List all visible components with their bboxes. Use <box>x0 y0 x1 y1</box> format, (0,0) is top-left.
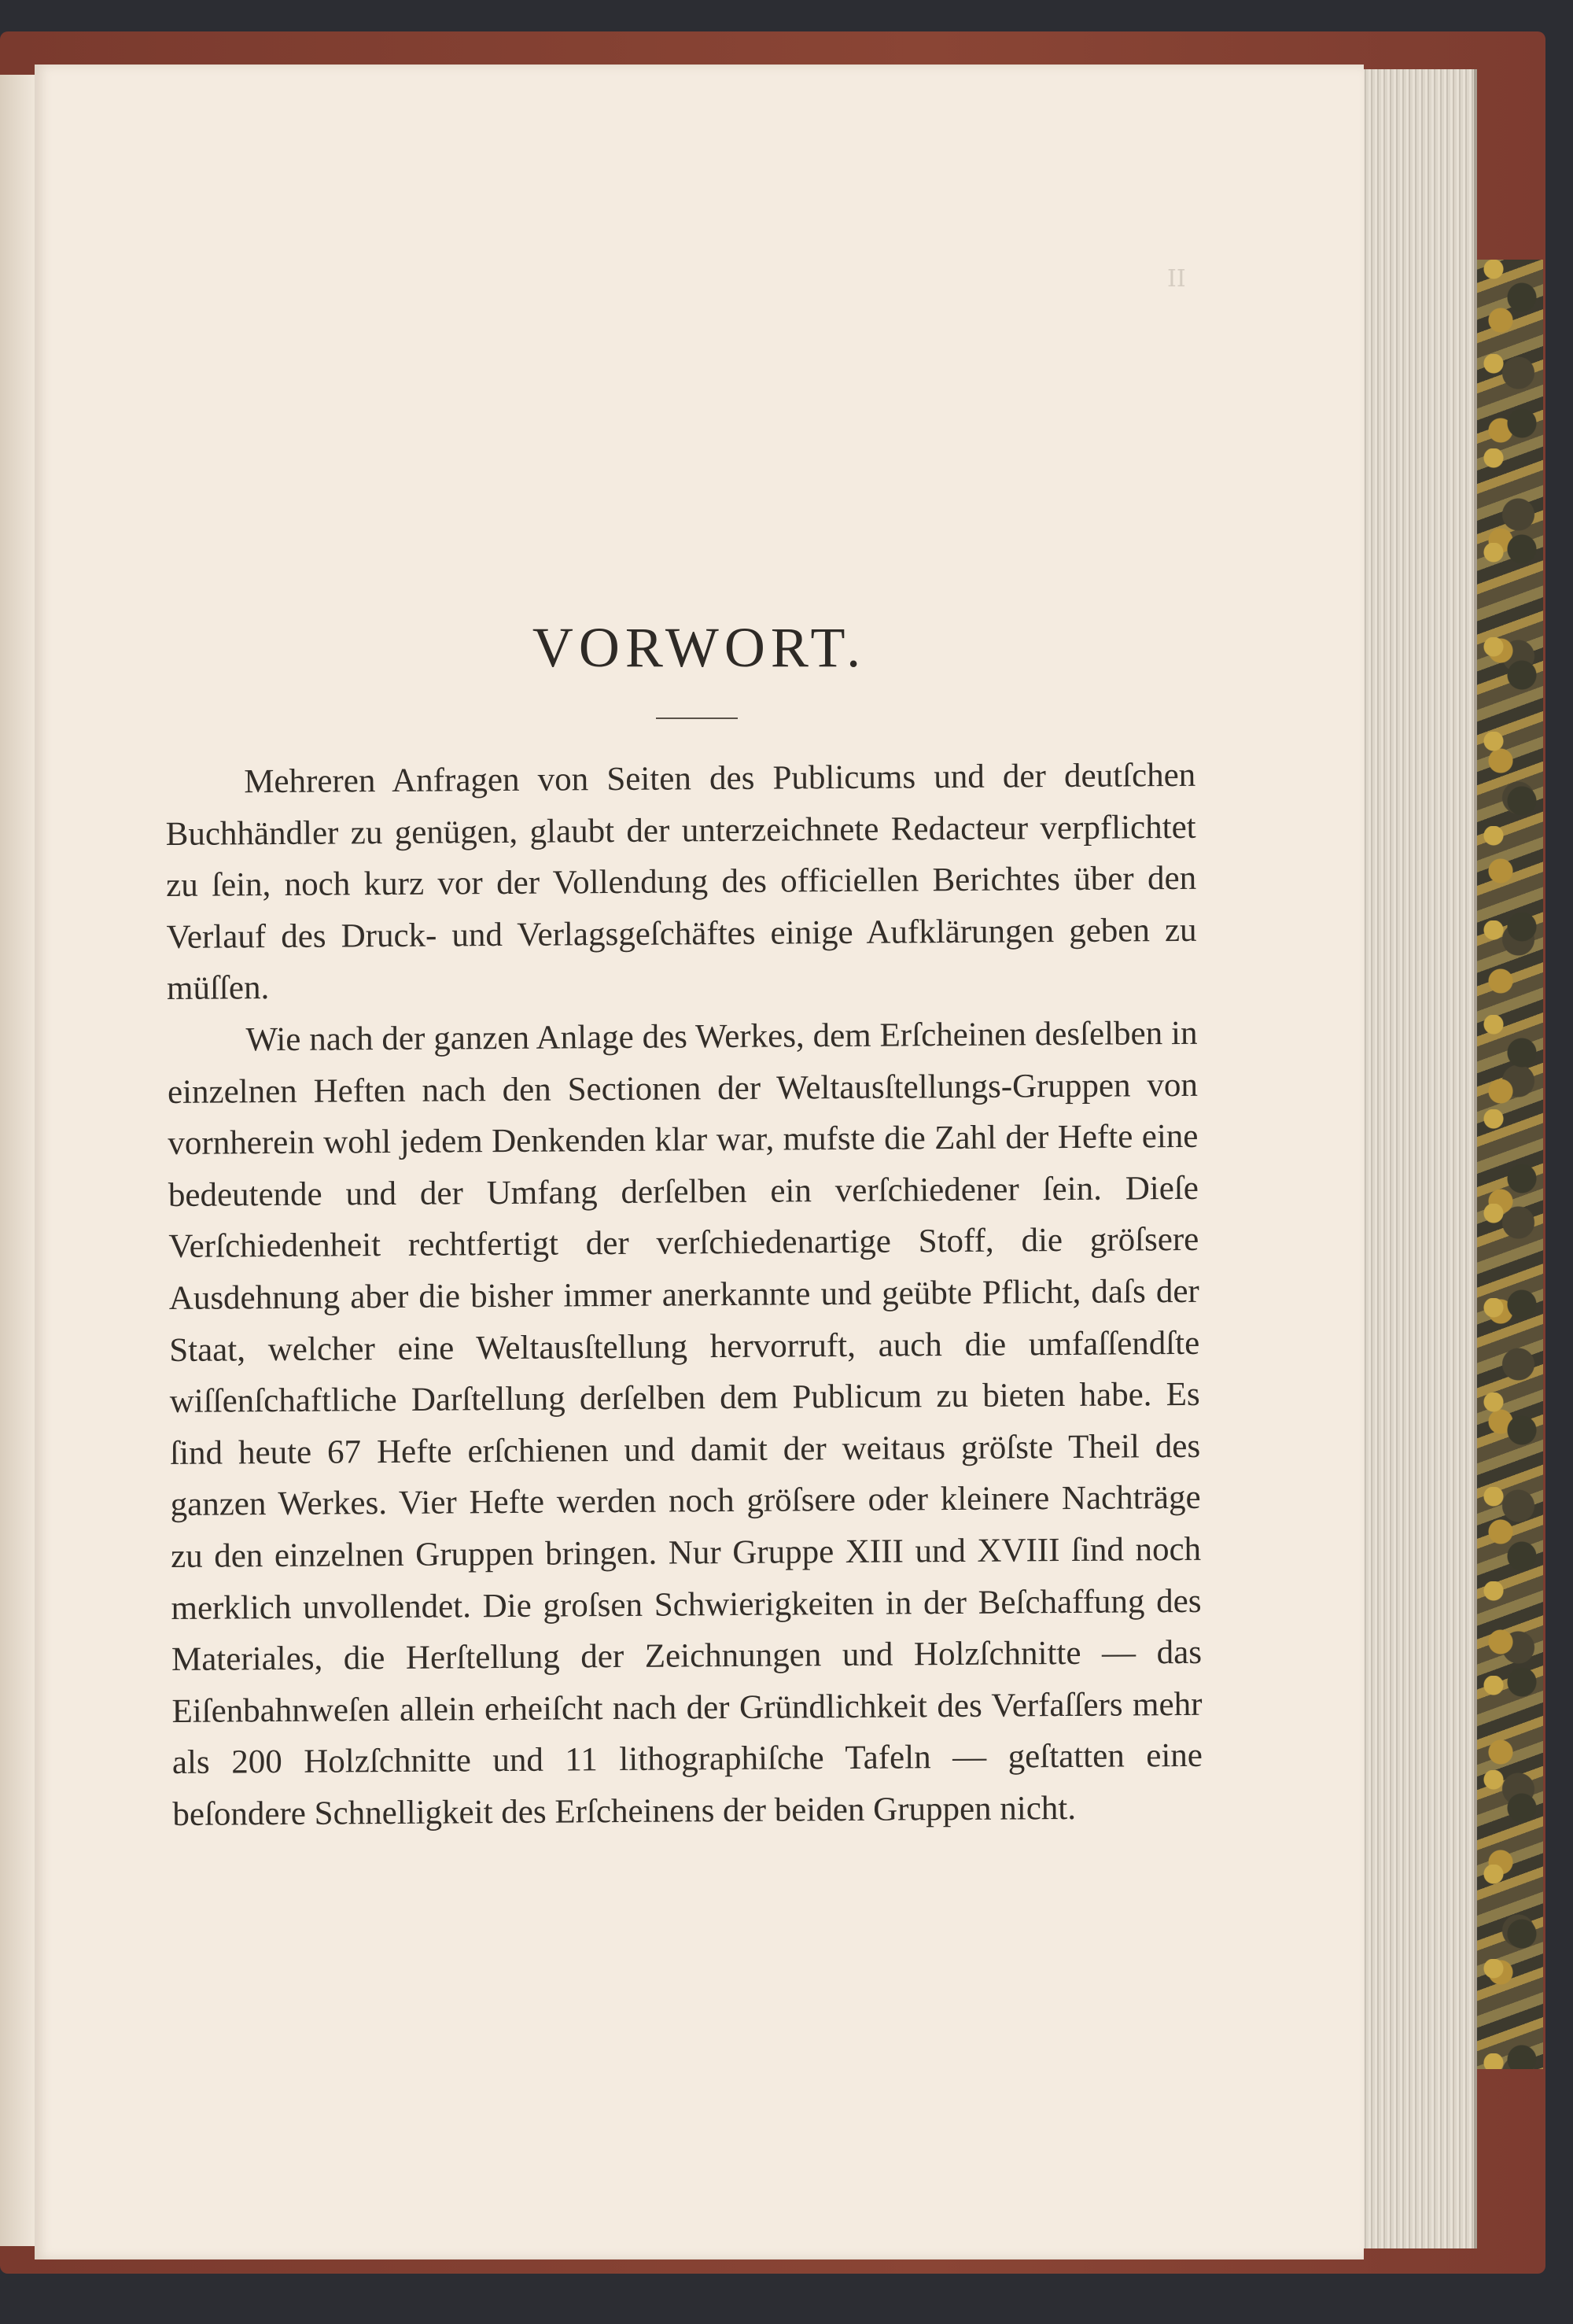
page-edges <box>1362 69 1477 2248</box>
title-rule <box>656 717 738 719</box>
page-title: VORWORT. <box>532 616 867 679</box>
show-through-page-number: II <box>1167 265 1186 293</box>
body-text <box>165 750 1203 1841</box>
book-page <box>35 65 1364 2259</box>
paragraph-1: Mehreren Anfragen von Seiten des Publicums und der deutſchen Buchhändler zu genügen, glaubt der unterzeichnete Redacteur verpflichtet zu ſein, noch kurz vor der Vollendung des officiellen Berichtes über den Verlauf des Druck- und Verlagsgeſchäftes einige Aufklärungen geben zu müſſen. <box>165 756 1197 1008</box>
left-page-edge <box>0 75 37 2246</box>
marbled-edge <box>1472 260 1543 2069</box>
paragraph-2: Wie nach der ganzen Anlage des Werkes, dem Erſcheinen desſelben in einzelnen Heften nach den Sectionen der Weltausſtellungs-Gruppen von vornherein wohl jedem Denkenden klar war, mufste die Zahl der Hefte eine bedeutende und der Umfang derſelben ein verſchiedener ſein. Dieſe Verſchiedenheit rechtfertigt der verſchiedenartige Stoff, die gröſsere Ausdehnung aber die bisher immer anerkannte und geübte Pflicht, daſs der Staat, welcher eine Weltausſtellung hervorruft, auch die umfaſſendſte wiſſenſchaftliche Darſtellung derſelben dem Publicum zu bieten habe. Es ſind heute 67 Hefte erſchienen und damit der weitaus gröſste Theil des ganzen Werkes. Vier Hefte werden noch gröſsere oder kleinere Nachträge zu den einzelnen Gruppen bringen. Nur Gruppe XIII und XVIII ſind noch merklich unvollendet. Die groſsen Schwierigkeiten in der Beſchaffung des Materiales, die Herſtellung der Zeichnungen und Holzſchnitte — das Eiſenbahnweſen allein erheiſcht nach der Gründlichkeit des Verfaſſers mehr als 200 Holzſchnitte und 11 lithographiſche Tafeln — geſtatten eine beſondere Schnelligkeit des Erſcheinens der beiden Gruppen nicht. <box>167 1014 1203 1833</box>
